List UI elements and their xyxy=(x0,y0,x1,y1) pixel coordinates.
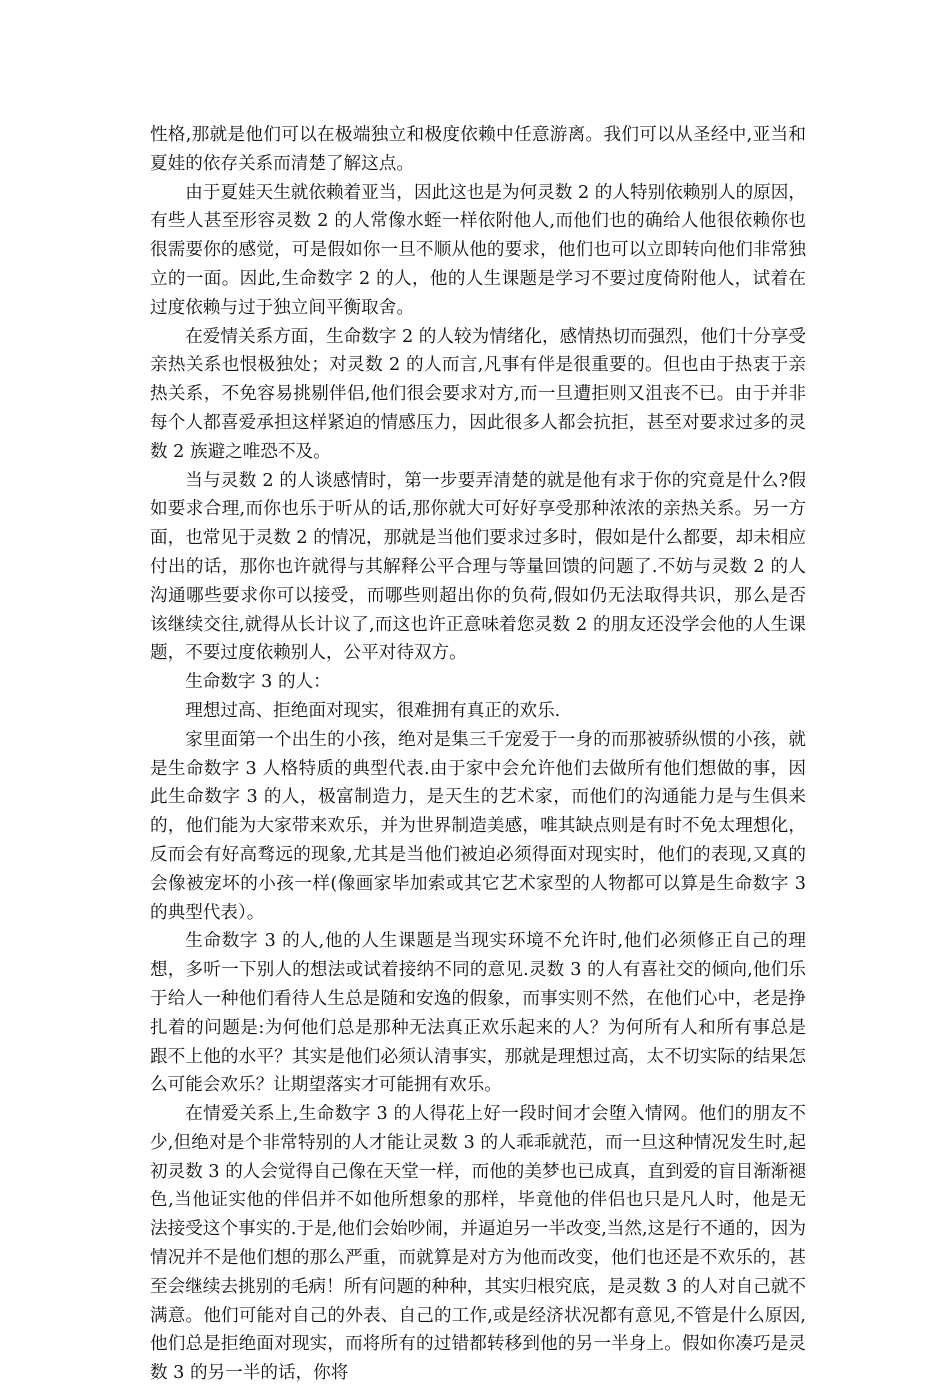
paragraph: 在爱情关系方面，生命数字 2 的人较为情绪化，感情热切而强烈，他们十分享受亲热关系也恨极独处；对灵数 2 的人而言,凡事有伴是很重要的。但也由于热衷于亲热关系，不免容易挑剔伴侣,他们很会要求对方,而一旦遭拒则又沮丧不已。由于并非每个人都喜爱承担这样紧迫的情感压力，因此很多人都会抗拒，甚至对要求过多的灵数 2 族避之唯恐不及。 xyxy=(150,326,806,462)
paragraph: 当与灵数 2 的人谈感情时，第一步要弄清楚的就是他有求于你的究竟是什么?假如要求合理,而你也乐于听从的话,那你就大可好好享受那种浓浓的亲热关系。另一方面，也常见于灵数 2 的情况，那就是当他们要求过多时，假如是什么都要，却未相应付出的话，那你也许就得与其解释公平合理与等量回馈的问题了.不妨与灵数 2 的人沟通哪些要求你可以接受，而哪些则超出你的负荷,假如仍无法取得共识，那么是否该继续交往,就得从长计议了,而这也许正意味着您灵数 2 的朋友还没学会他的人生课题，不要过度依赖别人，公平对待双方。 xyxy=(150,470,806,664)
paragraph: 由于夏娃天生就依赖着亚当，因此这也是为何灵数 2 的人特别依赖别人的原因，有些人甚至形容灵数 2 的人常像水蛭一样依附他人,而他们也的确给人他很依赖你也很需要你的感觉，可是假如你一旦不顺从他的要求，他们也可以立即转向他们非常独立的一面。因此,生命数字 2 的人，他的人生课题是学习不要过度倚附他人，试着在过度依赖与过于独立间平衡取舍。 xyxy=(150,182,806,318)
section-subtitle: 理想过高、拒绝面对现实，很难拥有真正的欢乐. xyxy=(185,700,561,721)
document-body xyxy=(150,121,806,1388)
paragraph: 在情爱关系上,生命数字 3 的人得花上好一段时间才会堕入情网。他们的朋友不少,但绝对是个非常特别的人才能让灵数 3 的人乖乖就范，而一旦这种情况发生时,起初灵数 3 的人会觉得自己像在天堂一样，而他的美梦也已成真，直到爱的盲目渐渐褪色,当他证实他的伴侣并不如他所想象的那样，毕竟他的伴侣也只是凡人时，他是无法接受这个事实的.于是,他们会始吵闹，并逼迫另一半改变,当然,这是行不通的，因为情况并不是他们想的那么严重，而就算是对方为他而改变，他们也还是不欢乐的，甚至会继续去挑别的毛病！所有问题的种种，其实归根究底，是灵数 3 的人对自己就不满意。他们可能对自己的外表、自己的工作,或是经济状况都有意见,不管是什么原因,他们总是拒绝面对现实，而将所有的过错都转移到他的另一半身上。假如你凑巧是灵数 3 的另一半的话，你将 xyxy=(150,1104,806,1384)
paragraph: 家里面第一个出生的小孩，绝对是集三千宠爱于一身的而那被骄纵惯的小孩，就是生命数字 3 人格特质的典型代表.由于家中会允许他们去做所有他们想做的事，因此生命数字 3 的人，极富制造力，是天生的艺术家，而他们的沟通能力是与生俱来的，他们能为大家带来欢乐，并为世界制造美感，唯其缺点则是有时不免太理想化，反而会有好高骛远的现象,尤其是当他们被迫必须得面对现实时，他们的表现,又真的会像被宠坏的小孩一样(像画家毕加索或其它艺术家型的人物都可以算是生命数字 3 的典型代表）。 xyxy=(150,729,806,923)
paragraph: 生命数字 3 的人,他的人生课题是当现实环境不允许时,他们必须修正自己的理想，多听一下别人的想法或试着接纳不同的意见.灵数 3 的人有喜社交的倾向,他们乐于给人一种他们看待人生总是随和安逸的假象，而事实则不然，在他们心中，老是挣扎着的问题是:为何他们总是那种无法真正欢乐起来的人？为何所有人和所有事总是跟不上他的水平？其实是他们必须认清事实，那就是理想过高，太不切实际的结果怎么可能会欢乐？让期望落实才可能拥有欢乐。 xyxy=(150,931,806,1096)
paragraph: 性格,那就是他们可以在极端独立和极度依赖中任意游离。我们可以从圣经中,亚当和夏娃的依存关系而清楚了解这点。 xyxy=(150,125,806,174)
section-heading: 生命数字 3 的人： xyxy=(185,672,331,693)
